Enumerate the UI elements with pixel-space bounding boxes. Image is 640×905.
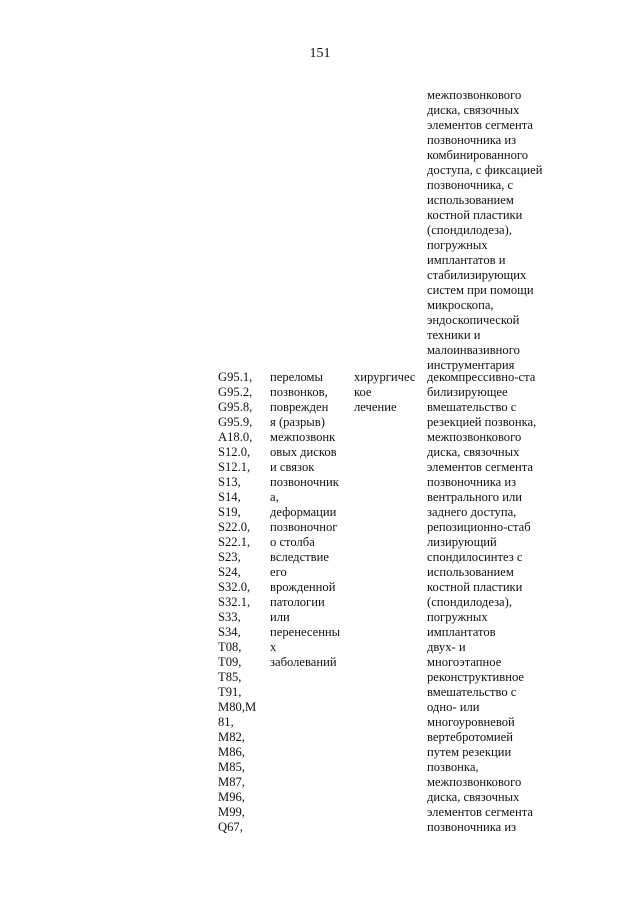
text-line: или xyxy=(270,610,290,624)
text-line: S32.1, xyxy=(218,595,251,609)
text-line: S22.0, xyxy=(218,520,251,534)
text-line: костной пластики xyxy=(427,208,523,222)
text-line: доступа, с фиксацией xyxy=(427,163,543,177)
text-line: S14, xyxy=(218,490,241,504)
text-line: кое xyxy=(354,385,372,399)
text-line: лизирующий xyxy=(427,535,497,549)
text-line: элементов сегмента xyxy=(427,460,533,474)
text-line: вследствие xyxy=(270,550,329,564)
text-line: позвонка, xyxy=(427,760,479,774)
text-line: элементов сегмента xyxy=(427,118,533,132)
text-line: поврежден xyxy=(270,400,329,414)
text-line: х xyxy=(270,640,277,654)
text-line: декомпрессивно-ста xyxy=(427,370,536,384)
text-line: (спондилодеза), xyxy=(427,595,512,609)
text-line: его xyxy=(270,565,287,579)
text-line: M82, xyxy=(218,730,245,744)
text-line: диска, связочных xyxy=(427,103,520,117)
text-line: межпозвонк xyxy=(270,430,336,444)
text-line: я (разрыв) xyxy=(270,415,325,429)
text-line: деформации xyxy=(270,505,337,519)
text-line: S32.0, xyxy=(218,580,251,594)
text-line: S12.0, xyxy=(218,445,251,459)
text-line: S24, xyxy=(218,565,241,579)
text-line: позвоночника из xyxy=(427,475,517,489)
text-line: путем резекции xyxy=(427,745,512,759)
text-line: G95.9, xyxy=(218,415,253,429)
text-line: спондилосинтез с xyxy=(427,550,523,564)
text-line: T09, xyxy=(218,655,242,669)
icd-codes-column xyxy=(218,370,256,835)
text-line: T91, xyxy=(218,685,242,699)
text-line: позвоночника, с xyxy=(427,178,514,192)
text-line: костной пластики xyxy=(427,580,523,594)
text-line: межпозвонкового xyxy=(427,430,522,444)
text-line: перенесенны xyxy=(270,625,341,639)
text-line: одно- или xyxy=(427,700,480,714)
text-line: G95.2, xyxy=(218,385,253,399)
text-line: позвоночника из xyxy=(427,820,517,834)
text-line: резекцией позвонка, xyxy=(427,415,537,429)
text-line: а, xyxy=(270,490,279,504)
text-line: вентрального или xyxy=(427,490,522,504)
text-line: (спондилодеза), xyxy=(427,223,512,237)
treatment-method-column xyxy=(427,370,536,835)
text-line: T85, xyxy=(218,670,242,684)
text-line: овых дисков xyxy=(270,445,337,459)
text-line: M99, xyxy=(218,805,245,819)
text-line: стабилизирующих xyxy=(427,268,527,282)
text-line: диска, связочных xyxy=(427,445,520,459)
text-line: малоинвазивного xyxy=(427,343,520,357)
text-line: 81, xyxy=(218,715,234,729)
text-line: A18.0, xyxy=(218,430,253,444)
text-line: о столба xyxy=(270,535,315,549)
text-line: S22.1, xyxy=(218,535,251,549)
text-line: позвоночног xyxy=(270,520,338,534)
text-line: межпозвонкового xyxy=(427,775,522,789)
text-line: вмешательство с xyxy=(427,685,517,699)
text-line: переломы xyxy=(270,370,323,384)
text-line: использованием xyxy=(427,565,514,579)
text-line: вмешательство с xyxy=(427,400,517,414)
text-line: имплантатов xyxy=(427,625,496,639)
diagnosis-column xyxy=(270,370,340,670)
text-line: двух- и xyxy=(427,640,466,654)
text-line: S34, xyxy=(218,625,241,639)
text-line: использованием xyxy=(427,193,514,207)
text-line: многоэтапное xyxy=(427,655,502,669)
text-line: погружных xyxy=(427,610,488,624)
text-line: позвоночник xyxy=(270,475,339,489)
method-continuation-column xyxy=(427,88,542,373)
text-line: эндоскопической xyxy=(427,313,520,327)
text-line: техники и xyxy=(427,328,481,342)
treatment-type-column xyxy=(354,370,416,415)
text-line: многоуровневой xyxy=(427,715,515,729)
text-line: Q67, xyxy=(218,820,243,834)
text-line: вертебротомией xyxy=(427,730,513,744)
text-line: M80,M xyxy=(218,700,257,714)
text-line: позвонков, xyxy=(270,385,328,399)
text-line: G95.8, xyxy=(218,400,253,414)
text-line: позвоночника из xyxy=(427,133,517,147)
text-line: T08, xyxy=(218,640,242,654)
text-line: врожденной xyxy=(270,580,336,594)
text-line: реконструктивное xyxy=(427,670,524,684)
text-line: S33, xyxy=(218,610,241,624)
text-line: заднего доступа, xyxy=(427,505,517,519)
text-line: и связок xyxy=(270,460,315,474)
text-line: погружных xyxy=(427,238,488,252)
text-line: микроскопа, xyxy=(427,298,494,312)
text-line: билизирующее xyxy=(427,385,508,399)
text-line: межпозвонкового xyxy=(427,88,522,102)
text-line: систем при помощи xyxy=(427,283,534,297)
text-line: S13, xyxy=(218,475,241,489)
text-line: M87, xyxy=(218,775,245,789)
text-line: хирургичес xyxy=(354,370,416,384)
text-line: G95.1, xyxy=(218,370,253,384)
text-line: элементов сегмента xyxy=(427,805,533,819)
text-line: заболеваний xyxy=(270,655,337,669)
text-line: M96, xyxy=(218,790,245,804)
text-line: S19, xyxy=(218,505,241,519)
text-line: патологии xyxy=(270,595,325,609)
page-number: 151 xyxy=(309,46,331,61)
text-line: репозиционно-стаб xyxy=(427,520,531,534)
text-line: лечение xyxy=(354,400,397,414)
text-line: M85, xyxy=(218,760,245,774)
text-line: имплантатов и xyxy=(427,253,506,267)
text-line: комбинированного xyxy=(427,148,529,162)
text-line: инструментария xyxy=(427,358,515,372)
text-line: S23, xyxy=(218,550,241,564)
text-line: S12.1, xyxy=(218,460,251,474)
text-line: M86, xyxy=(218,745,245,759)
text-line: диска, связочных xyxy=(427,790,520,804)
